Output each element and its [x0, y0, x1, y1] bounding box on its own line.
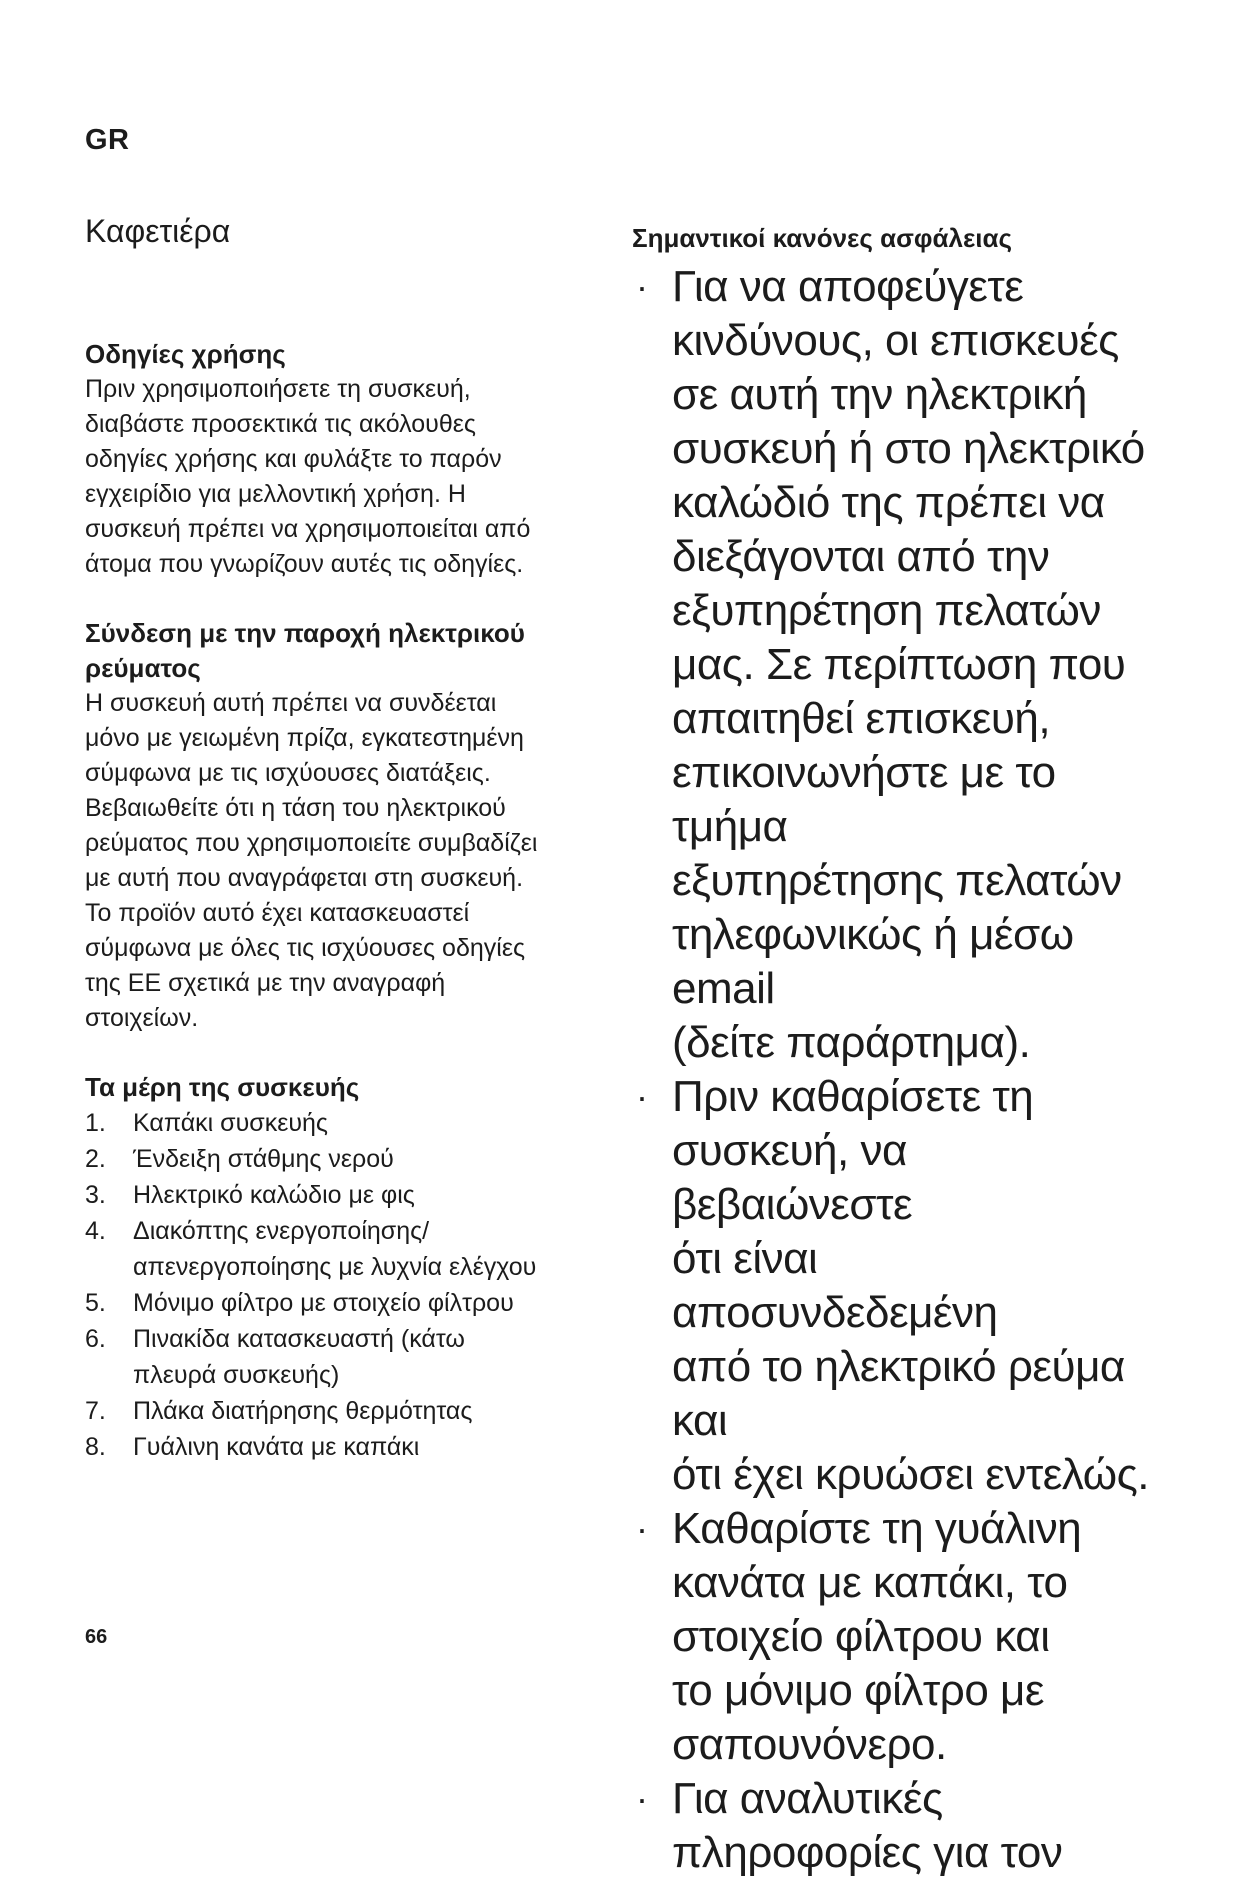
usage-heading: Οδηγίες χρήσης — [85, 339, 286, 370]
list-item — [85, 1177, 605, 1213]
list-item-number: 3. — [85, 1181, 106, 1210]
bullet-icon: · — [636, 1778, 648, 1819]
list-item-text: Ένδειξη στάθμης νερού — [133, 1145, 394, 1174]
list-item — [85, 1429, 605, 1465]
safety-item-text: Για να αποφεύγετε κινδύνους, οι επισκευές σε αυτή την ηλεκτρική συσκευή ή στο ηλεκτρικό καλώδιό της πρέπει να διεξάγονται από την εξυπηρέτηση πελατών μας. Σε περίπτωση που απαιτηθεί επισκευή, επικοινωνήστε με το τμήμα εξυπηρέτησης πελατών τηλεφωνικώς ή μέσω email (δείτε παράρτημα). — [672, 262, 1145, 1067]
bullet-icon: · — [636, 1508, 648, 1549]
power-section — [85, 616, 605, 1036]
left-column — [85, 214, 605, 1465]
list-item-number: 5. — [85, 1289, 106, 1318]
safety-item — [632, 260, 1152, 1070]
list-item-number: 8. — [85, 1433, 106, 1462]
safety-item-text: Για αναλυτικές πληροφορίες για τον — [672, 1774, 1063, 1877]
list-item-text: Καπάκι συσκευής — [133, 1109, 328, 1138]
bullet-icon: · — [636, 266, 648, 307]
list-item-text: Ηλεκτρικό καλώδιο με φις — [133, 1181, 415, 1210]
list-item-number: 1. — [85, 1109, 106, 1138]
list-item-number: 2. — [85, 1145, 106, 1174]
list-item-text: Διακόπτης ενεργοποίησης/ απενεργοποίησης με λυχνία ελέγχου — [133, 1217, 537, 1282]
usage-section — [85, 337, 605, 582]
safety-list — [632, 260, 1152, 1880]
safety-item — [632, 1772, 1152, 1880]
bullet-icon: · — [636, 1076, 648, 1117]
list-item-number: 4. — [85, 1217, 106, 1246]
list-item — [85, 1393, 605, 1429]
parts-list — [85, 1105, 605, 1465]
list-item-text: Μόνιμο φίλτρο με στοιχείο φίλτρου — [133, 1289, 514, 1318]
list-item-text: Πλάκα διατήρησης θερμότητας — [133, 1397, 473, 1426]
list-item-number: 7. — [85, 1397, 106, 1426]
parts-heading: Τα μέρη της συσκευής — [85, 1072, 360, 1103]
right-column — [632, 221, 1152, 1880]
safety-item — [632, 1070, 1152, 1502]
safety-item — [632, 1502, 1152, 1772]
usage-text: Πριν χρησιμοποιήσετε τη συσκευή, διαβάστε προσεκτικά τις ακόλουθες οδηγίες χρήσης και φυλάξτε το παρόν εγχειρίδιο για μελλοντική χρήση. Η συσκευή πρέπει να χρησιμοποιείται από άτομα που γνωρίζουν αυτές τις οδηγίες. — [85, 375, 531, 579]
safety-heading: Σημαντικοί κανόνες ασφάλειας — [632, 223, 1013, 253]
page-title: Καφετιέρα — [85, 213, 231, 249]
power-heading: Σύνδεση με την παροχή ηλεκτρικού ρεύματος — [85, 618, 525, 684]
list-item-text: Πινακίδα κατασκευαστή (κάτω πλευρά συσκευής) — [133, 1325, 465, 1390]
page-number: 66 — [85, 1626, 108, 1648]
list-item — [85, 1213, 605, 1285]
power-text: Η συσκευή αυτή πρέπει να συνδέεται μόνο με γειωμένη πρίζα, εγκατεστημένη σύμφωνα με τις ισχύουσες διατάξεις. Βεβαιωθείτε ότι η τάση του ηλεκτρικού ρεύματος που χρησιμοποιείτε συμβαδίζει με αυτή που αναγράφεται στη συσκευή. Το προϊόν αυτό έχει κατασκευαστεί σύμφωνα με όλες τις ισχύουσες οδηγίες της ΕΕ σχετικά με την αναγραφή στοιχείων. — [85, 689, 538, 1033]
list-item — [85, 1105, 605, 1141]
safety-item-text: Πριν καθαρίσετε τη συσκευή, να βεβαιώνεστε ότι είναι αποσυνδεδεμένη από το ηλεκτρικό ρεύμα και ότι έχει κρυώσει εντελώς. — [672, 1072, 1149, 1499]
safety-item-text: Καθαρίστε τη γυάλινη κανάτα με καπάκι, το στοιχείο φίλτρου και το μόνιμο φίλτρο με σαπουνόνερο. — [672, 1504, 1082, 1769]
list-item-number: 6. — [85, 1325, 106, 1354]
list-item — [85, 1321, 605, 1393]
list-item-text: Γυάλινη κανάτα με καπάκι — [133, 1433, 420, 1462]
language-code: GR — [85, 124, 130, 156]
list-item — [85, 1141, 605, 1177]
list-item — [85, 1285, 605, 1321]
parts-section — [85, 1070, 605, 1465]
